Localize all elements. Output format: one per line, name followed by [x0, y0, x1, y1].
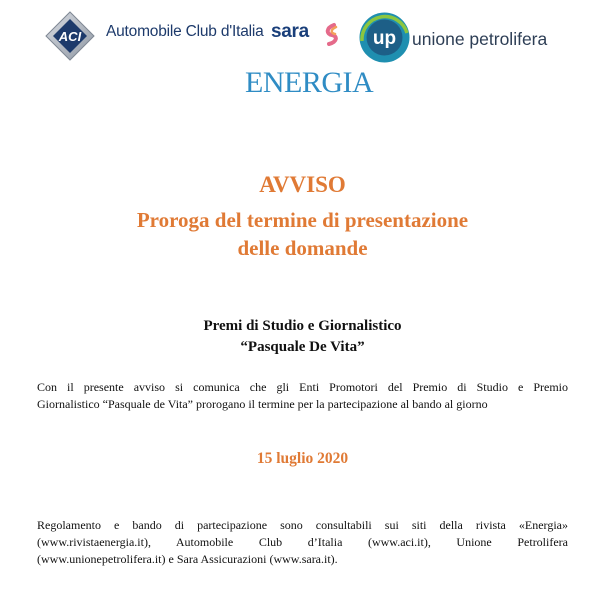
energia-logo: ENERGIA [245, 66, 374, 99]
intro-line: Con il presente avviso si comunica che gli Enti Promotori del Premio di Studio e Premio [37, 380, 568, 394]
info-line: (www.rivistaenergia.it), Automobile Club d’Italia (www.aci.it), Unione Petrolifera [37, 535, 568, 549]
notice-subtitle-line2: delle domande [237, 236, 368, 260]
svg-text:ACI: ACI [58, 29, 82, 44]
deadline-date: 15 luglio 2020 [256, 450, 349, 467]
info-paragraph [37, 517, 568, 551]
up-name: unione petrolifera [412, 29, 548, 49]
intro-line: Giornalistico “Pasquale de Vita” prorogano il termine per la partecipazione al bando al giorno [37, 397, 488, 411]
aci-logo [44, 10, 96, 62]
logo-bar [0, 0, 605, 105]
aci-name: Automobile Club d'Italia [106, 23, 264, 40]
notice-title: AVVISO [259, 172, 346, 197]
up-logo [358, 11, 411, 64]
info-line: Regolamento e bando di partecipazione sono consultabili sui siti della rivista «Energia» [37, 518, 568, 532]
notice-subtitle-line1: Proroga del termine di presentazione [136, 208, 469, 232]
svg-text:up: up [372, 28, 397, 49]
info-line: (www.unionepetrolifera.it) e Sara Assicurazioni (www.sara.it). [37, 552, 338, 566]
intro-paragraph [37, 379, 568, 396]
intro-paragraph-end [37, 396, 568, 413]
prize-name-line2: “Pasquale De Vita” [240, 339, 365, 355]
info-paragraph-end [37, 551, 568, 568]
sara-swirl-icon [320, 22, 344, 46]
prize-name-line1: Premi di Studio e Giornalistico [203, 318, 402, 334]
sara-name: sara [271, 21, 309, 42]
